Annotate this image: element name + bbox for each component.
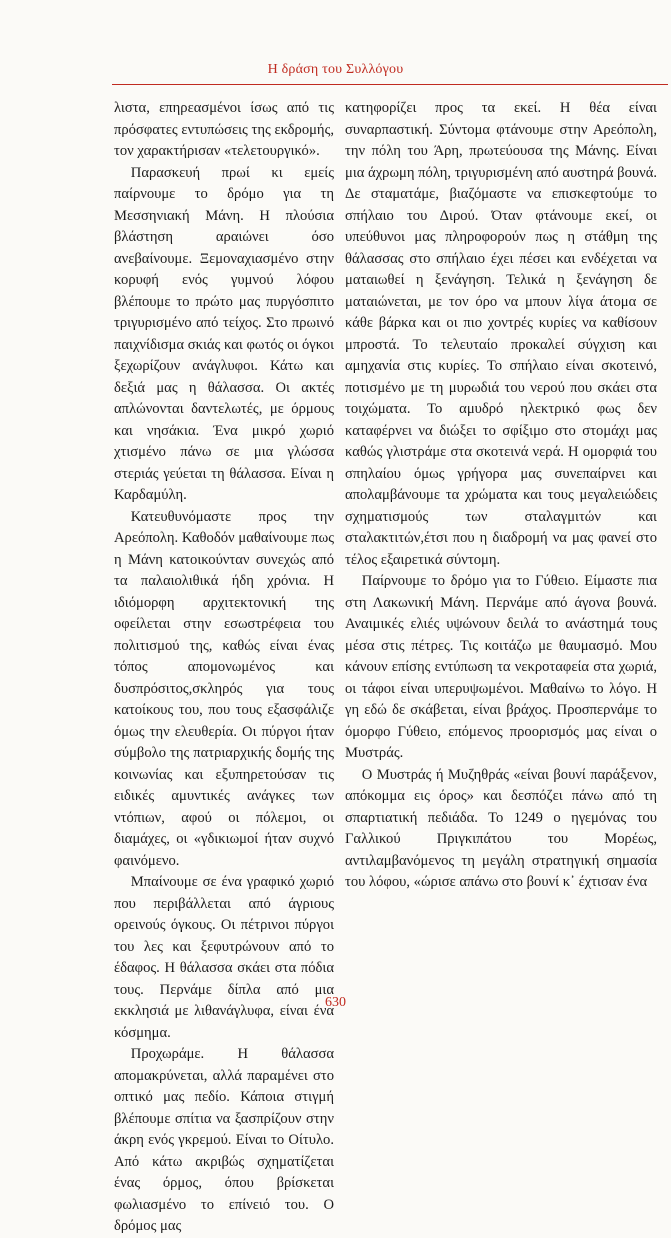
paragraph: Ο Μυστράς ή Μυζηθράς «είναι βουνί παράξενον, απόκομμα εις όρος» και δεσπόζει πάνω από τη σπαρτιατική πεδιάδα. Το 1249 ο ηγεμόνας του Γαλλικού Πριγκιπάτου του Μορέως, αντιλαμβανόμενος τη μεγάλη στρατηγική σημασία του λόφου, «ώρισε απάνω στο βουνί κ᾽ έχτισαν ένα — [345, 766, 657, 890]
header-rule — [112, 84, 668, 85]
page-number: 630 — [325, 995, 346, 1010]
paragraph: λιστα, επηρεασμένοι ίσως από τις πρόσφατες εντυπώσεις της εκδρομής, τον χαρακτήρισαν «τελετουργικό». — [114, 100, 334, 159]
paragraph: Παρασκευή πρωί κι εμείς παίρνουμε το δρόμο για τη Μεσσηνιακή Μάνη. Η πλούσια βλάστηση αραιώνει όσο ανεβαίνουμε. Ξεμοναχιασμένο στην κορυφή ενός γυμνού λόφου βλέπουμε το πρώτο μας πυργόσπιτο τριγυρισμένο από τείχος. Στο πρωινό παιχνίδισμα σκιάς και φωτός οι όγκοι ξεχωρίζουν ανάγλυφοι. Κάτω και δεξιά μας η θάλασσα. Οι ακτές απλώνονται δαντελωτές, με όρμους και νησάκια. Ένα μικρό χωριό χτισμένο πάνω σε μια γλώσσα στεριάς γεύεται τη θάλασσα. Είναι η Καρδαμύλη. — [114, 164, 334, 503]
paragraph: κατηφορίζει προς τα εκεί. Η θέα είναι συναρπαστική. Σύντομα φτάνουμε στην Αρεόπολη, την πόλη του Άρη, πρωτεύουσα της Μάνης. Είναι μια άχρωμη πόλη, τριγυρισμένη από αυστηρά βουνά. Δε σταματάμε, βιαζόμαστε να επισκεφτούμε το σπήλαιο του Διρού. Όταν φτάνουμε εκεί, οι υπεύθυνοι μας πληροφορούν πως η στάθμη της θάλασσας στο σπήλαιο έχει πέσει και ενδέχεται να ματαιωθεί η ξενάγηση. Τελικά η ξενάγηση δε ματαιώνεται, με τον όρο να μπουν λίγα άτομα σε κάθε βάρκα και οι πιο χοντρές κυρίες να καθίσουν μπροστά. Το τελευταίο προκαλεί σύγχιση και αμηχανία στις κυρίες. Το σπήλαιο είναι σκοτεινό, ποτισμένο με τη μυρωδιά του νερού που σκάει στα τοιχώματα. Το αμυδρό ηλεκτρικό φως δεν καταφέρνει να διώξει το σφίξιμο στο στομάχι μας καθώς γλιστράμε στα σκοτεινά νερά. Η ομορφιά του σπηλαίου όμως γρήγορα μας συνεπαίρνει και απολαμβάνουμε τα χρώματα και τους μεγαλειώδεις σχηματισμούς των σταλαγμιτών και σταλακτιτών,έτσι που η διαδρομή να μας φανεί στο τέλος εξαιρετικά σύντομη. — [345, 100, 657, 568]
right-column — [345, 98, 657, 894]
left-column — [114, 98, 334, 1238]
paragraph: Παίρνουμε το δρόμο για το Γύθειο. Είμαστε πια στη Λακωνική Μάνη. Περνάμε από άγονα βουνά. Αναιμικές ελιές υψώνουν δειλά το ανάστημά τους μέσα στις πέτρες. Τις κοιτάζω με θαυμασμό. Μου κάνουν επίσης εντύπωση τα νεκροταφεία στα χωριά, οι τάφοι είναι υπερυψωμένοι. Μαθαίνω το λόγο. Η γη εδώ δε σκάβεται, είναι βράχος. Προσπερνάμε το όμορφο Γύθειο, επόμενος προορισμός μας είναι ο Μυστράς. — [345, 573, 657, 761]
paragraph: Κατευθυνόμαστε προς την Αρεόπολη. Καθοδόν μαθαίνουμε πως η Μάνη κατοικούνταν συνεχώς από τα παλαιολιθικά ήδη χρόνια. Η ιδιόμορφη αρχιτεκτονική της οφείλεται στην εσωστρέφεια του πολιτισμού της, καθώς είναι ένας τόπος απομονωμένος και δυσπρόσιτος,σκληρός για τους κατοίκους του, που τους εξασφάλιζε όμως την ελευθερία. Οι πύργοι ήταν σύμβολο της πατριαρχικής δομής της κοινωνίας και εξυπηρετούσαν τις ειδικές αμυντικές ανάγκες των ντόπιων, αφού οι πόλεμοι, οι διαμάχες, οι «γδικιωμοί ήταν συχνό φαινόμενο. — [114, 508, 334, 869]
paragraph: Μπαίνουμε σε ένα γραφικό χωριό που περιβάλλεται από άγριους ορεινούς όγκους. Οι πέτρινοι πύργοι του λες και ξεφυτρώνουν από το έδαφος. Η θάλασσα σκάει στα πόδια τους. Περνάμε δίπλα από μια εκκλησιά με λιθανάγλυφα, είναι ένα κόσμημα. — [114, 874, 334, 1041]
paragraph: Προχωράμε. Η θάλασσα απομακρύνεται, αλλά παραμένει στο οπτικό μας πεδίο. Κάποια στιγμή βλέπουμε σπίτια να ξασπρίζουν στην άκρη ενός γκρεμού. Είναι το Οίτυλο. Από κάτω ακριβώς σχηματίζεται ένας όρμος, όπου βρίσκεται φωλιασμένο το επίνειό του. Ο δρόμος μας — [114, 1046, 334, 1234]
running-title: Η δράση του Συλλόγου — [267, 62, 404, 77]
